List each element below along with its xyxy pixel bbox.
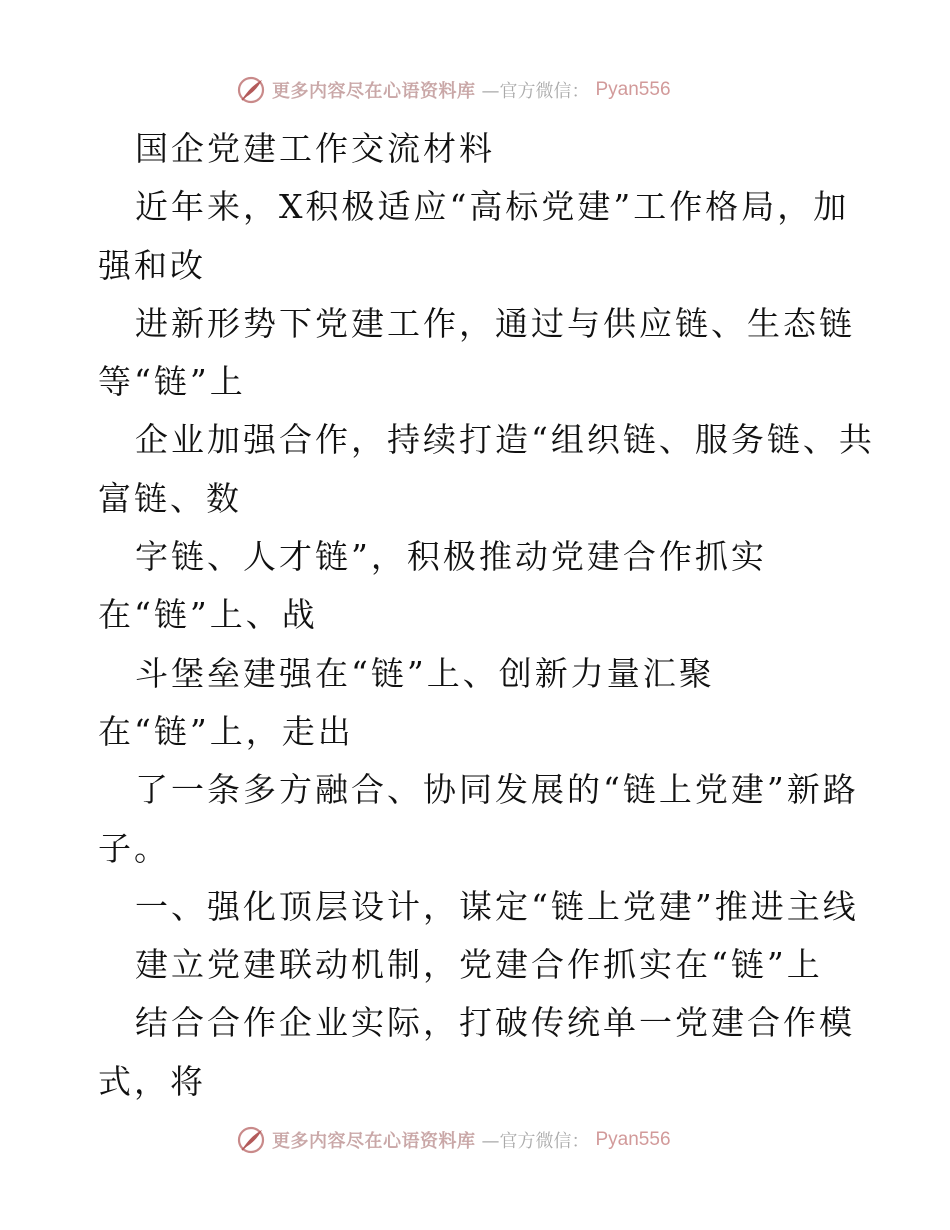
- document-title: 国企党建工作交流材料: [135, 129, 495, 168]
- paragraph-line: 斗堡垒建强在“链”上、创新力量汇聚: [135, 653, 715, 693]
- paragraph-line: 近年来，X积极适应“高标党建”工作格局，加: [135, 187, 850, 227]
- paragraph-line: 富链、数: [98, 478, 242, 518]
- watermark-sub: —官方微信：: [481, 1131, 590, 1152]
- paragraph-line: 进新形势下党建工作，通过与供应链、生态链: [135, 303, 855, 343]
- paragraph-line: 在“链”上、战: [98, 595, 318, 635]
- footer-watermark: [236, 1122, 671, 1158]
- feather-quill-circle-icon: [236, 1125, 266, 1155]
- paragraph-line: 式，将: [98, 1061, 206, 1101]
- paragraph-line: 结合合作企业实际，打破传统单一党建合作模: [135, 1003, 855, 1043]
- section-heading: 一、强化顶层设计，谋定“链上党建”推进主线: [135, 886, 859, 926]
- paragraph-line: 在“链”上，走出: [98, 711, 354, 751]
- document-body: [98, 120, 875, 1111]
- paragraph-line: 字链、人才链”，积极推动党建合作抓实: [135, 537, 767, 577]
- watermark-brand: 更多内容尽在心语资料库: [272, 1131, 476, 1152]
- watermark-sub: —官方微信：: [481, 81, 590, 102]
- paragraph-line: 了一条多方融合、协同发展的“链上党建”新路: [135, 770, 859, 810]
- watermark-id: Pyan556: [595, 79, 671, 100]
- watermark-id: Pyan556: [595, 1129, 671, 1150]
- paragraph-line: 子。: [98, 828, 170, 868]
- paragraph-line: 企业加强合作，持续打造“组织链、服务链、共: [135, 420, 875, 460]
- paragraph-line: 强和改: [98, 245, 206, 285]
- header-watermark: [236, 72, 671, 108]
- paragraph-line: 建立党建联动机制，党建合作抓实在“链”上: [135, 945, 823, 985]
- feather-quill-circle-icon: [236, 75, 266, 105]
- paragraph-line: 等“链”上: [98, 362, 246, 402]
- watermark-brand: 更多内容尽在心语资料库: [272, 81, 476, 102]
